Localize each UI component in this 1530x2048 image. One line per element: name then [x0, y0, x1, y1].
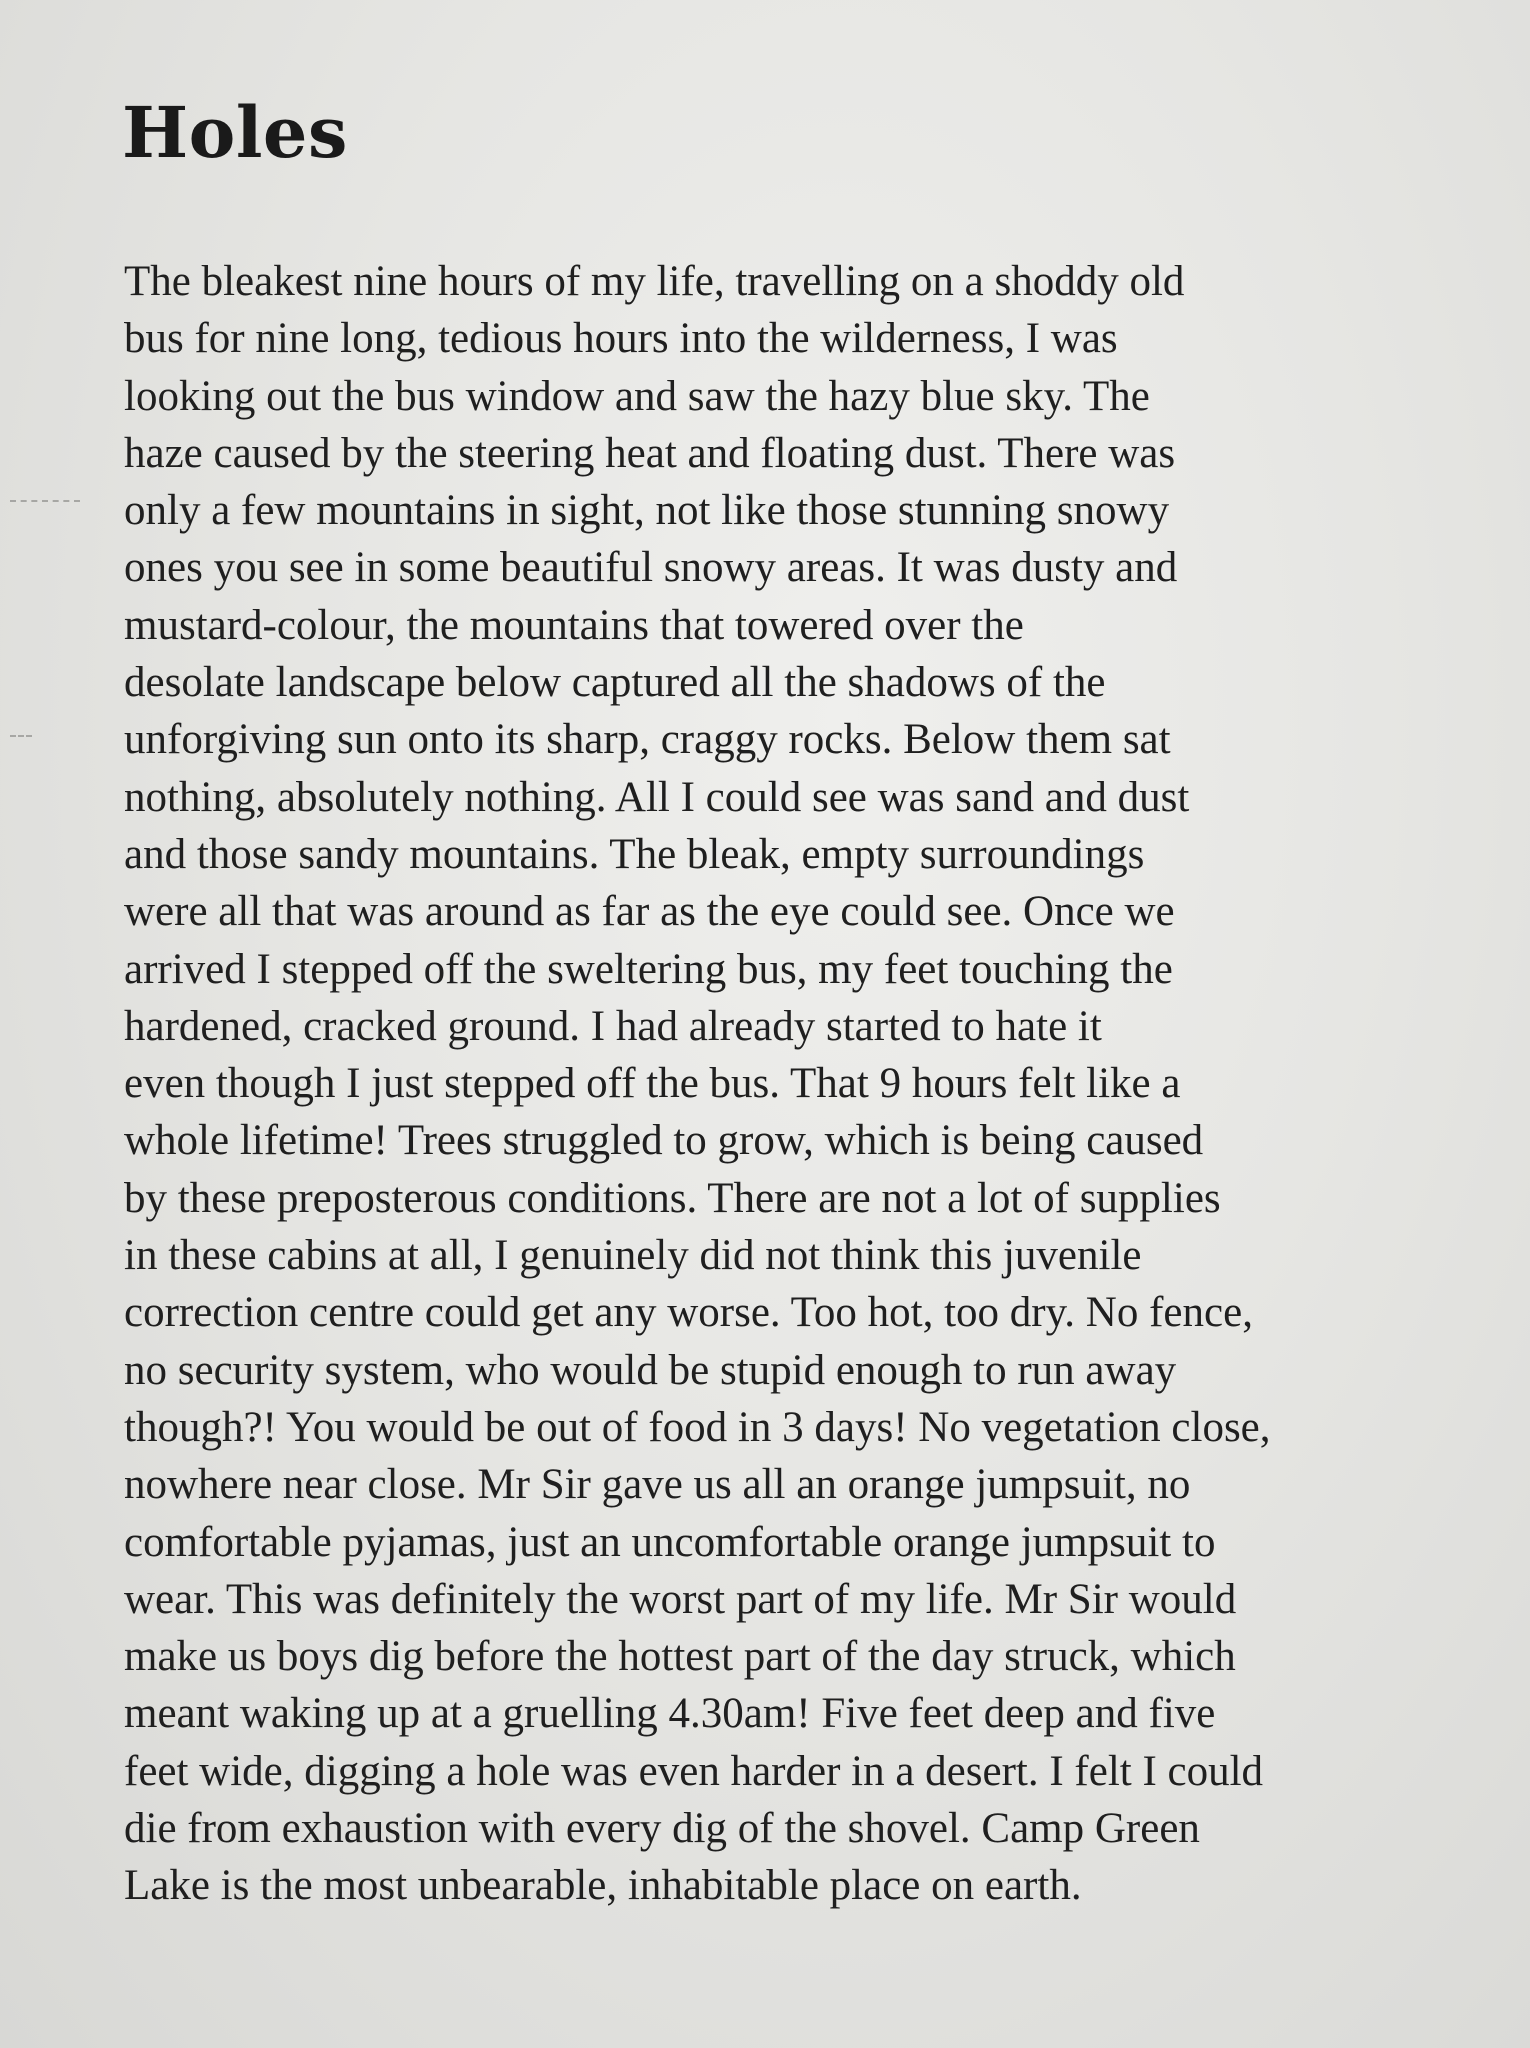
text-line: comfortable pyjamas, just an uncomfortable orange jumpsuit to — [124, 1518, 1216, 1566]
document-title: Holes — [122, 91, 348, 174]
text-line: bus for nine long, tedious hours into the wilderness, I was — [124, 315, 1118, 363]
text-line: meant waking up at a gruelling 4.30am! Five feet deep and five — [124, 1690, 1216, 1738]
text-line: by these preposterous conditions. There are not a lot of supplies — [124, 1174, 1221, 1222]
text-line: wear. This was definitely the worst part of my life. Mr Sir would — [124, 1575, 1237, 1623]
margin-pencil-mark — [10, 735, 32, 739]
text-line: feet wide, digging a hole was even harder in a desert. I felt I could — [124, 1747, 1264, 1795]
text-line: die from exhaustion with every dig of the shovel. Camp Green — [124, 1805, 1200, 1853]
text-line: only a few mountains in sight, not like those stunning snowy — [124, 487, 1170, 535]
text-line: in these cabins at all, I genuinely did not think this juvenile — [124, 1232, 1142, 1280]
text-line: haze caused by the steering heat and floating dust. There was — [124, 429, 1176, 477]
body-paragraph — [124, 253, 1464, 1915]
text-line: The bleakest nine hours of my life, travelling on a shoddy old — [124, 258, 1185, 305]
text-line: even though I just stepped off the bus. That 9 hours felt like a — [124, 1060, 1181, 1108]
text-line: and those sandy mountains. The bleak, empty surroundings — [124, 830, 1145, 878]
text-line: desolate landscape below captured all the shadows of the — [124, 659, 1106, 707]
text-line: Lake is the most unbearable, inhabitable place on earth. — [124, 1862, 1082, 1910]
text-line: no security system, who would be stupid enough to run away — [124, 1346, 1177, 1394]
margin-pencil-mark — [10, 500, 80, 504]
text-line: ones you see in some beautiful snowy areas. It was dusty and — [124, 544, 1178, 592]
text-line: were all that was around as far as the eye could see. Once we — [124, 888, 1175, 936]
text-line: mustard-colour, the mountains that towered over the — [124, 601, 1024, 649]
text-line: correction centre could get any worse. Too hot, too dry. No fence, — [124, 1289, 1253, 1337]
text-line: hardened, cracked ground. I had already started to hate it — [124, 1002, 1102, 1050]
text-line: though?! You would be out of food in 3 days! No vegetation close, — [124, 1403, 1271, 1451]
text-line: nowhere near close. Mr Sir gave us all an orange jumpsuit, no — [124, 1461, 1191, 1509]
text-line: looking out the bus window and saw the hazy blue sky. The — [124, 372, 1150, 420]
text-line: make us boys dig before the hottest part of the day struck, which — [124, 1633, 1236, 1681]
text-line: nothing, absolutely nothing. All I could see was sand and dust — [124, 773, 1190, 821]
text-line: unforgiving sun onto its sharp, craggy rocks. Below them sat — [124, 716, 1171, 764]
text-line: whole lifetime! Trees struggled to grow, which is being caused — [124, 1117, 1204, 1165]
text-line: arrived I stepped off the sweltering bus, my feet touching the — [124, 945, 1173, 993]
